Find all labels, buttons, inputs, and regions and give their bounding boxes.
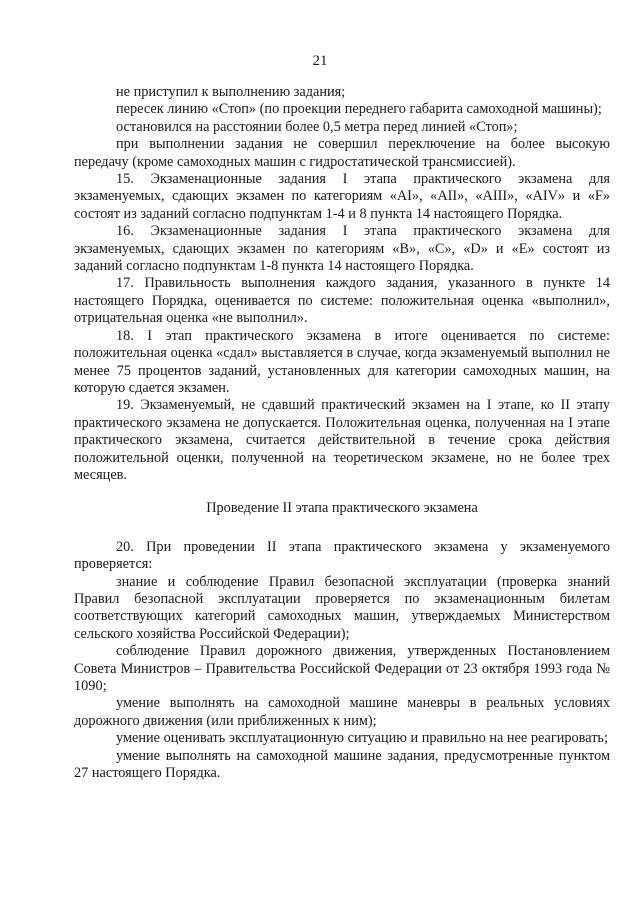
paragraph-crossed-stop-line: пересек линию «Стоп» (по проекции переднего габарита самоходной машины); xyxy=(116,101,602,118)
document-body xyxy=(74,84,610,782)
paragraph-tasks-item-27: умение выполнять на самоходной машине задания, предусмотренные пунктом 27 настоящего Порядка. xyxy=(74,747,610,782)
paragraph-maneuvers: умение выполнять на самоходной машине маневры в реальных условиях дорожного движения (или приближенных к ним); xyxy=(74,695,610,729)
paragraph-no-gear-shift: при выполнении задания не совершил переключение на более высокую передачу (кроме самоходных машин с гидростатической трансмиссией). xyxy=(74,136,610,170)
paragraph-item-19: 19. Экзаменуемый, не сдавший практический экзамен на I этапе, ко II этапу практического экзамена не допускается. Положительная оценка, полученная на I этапе практического экзамена, считается действительной в течение срока действия положительной оценки, полученной на теоретическом экзамене, но не более трех месяцев. xyxy=(74,397,610,483)
paragraph-item-20: 20. При проведении II этапа практического экзамена у экзаменуемого проверяется: xyxy=(74,538,610,573)
paragraph-not-started: не приступил к выполнению задания; xyxy=(116,84,346,100)
paragraph-stopped-before-line: остановился на расстоянии более 0,5 метра перед линией «Стоп»; xyxy=(116,118,518,135)
paragraph-item-17: 17. Правильность выполнения каждого задания, указанного в пункте 14 настоящего Порядка, оценивается по системе: положительная оценка «выполнил», отрицательная оценка «не выполнил». xyxy=(74,275,610,327)
paragraph-assess-situation: умение оценивать эксплуатационную ситуацию и правильно на нее реагировать; xyxy=(116,730,608,747)
paragraph-safety-rules: знание и соблюдение Правил безопасной эксплуатации (проверка знаний Правил безопасной эксплуатации проверяется по экзаменационным билетам соответствующих категорий самоходных машин, утверждаемых Министерством сельского хозяйства Российской Федерации); xyxy=(74,573,610,642)
paragraph-item-16: 16. Экзаменационные задания I этапа практического экзамена для экзаменуемых, сдающих экзамен по категориям «B», «C», «D» и «E» состоят из заданий согласно подпунктам 1-8 пункта 14 настоящего Порядка. xyxy=(74,223,610,275)
section-heading: Проведение II этапа практического экзамена xyxy=(206,500,478,517)
paragraph-item-15: 15. Экзаменационные задания I этапа практического экзамена для экзаменуемых, сдающих экзамен по категориям «AI», «AII», «AIII», «AIV» и «F» состоят из заданий согласно подпунктам 1-4 и 8 пункта 14 настоящего Порядка. xyxy=(74,171,610,222)
page-number: 21 xyxy=(312,53,328,69)
paragraph-item-18: 18. I этап практического экзамена в итоге оценивается по системе: положительная оценка «сдал» выставляется в случае, когда экзаменуемый выполнил не менее 75 процентов заданий, установленных для категории самоходных машин, на которую сдается экзамен. xyxy=(74,327,610,396)
paragraph-traffic-rules: соблюдение Правил дорожного движения, утвержденных Постановлением Совета Министров – Правительства Российской Федерации от 23 октября 1993 года № 1090; xyxy=(74,643,610,694)
